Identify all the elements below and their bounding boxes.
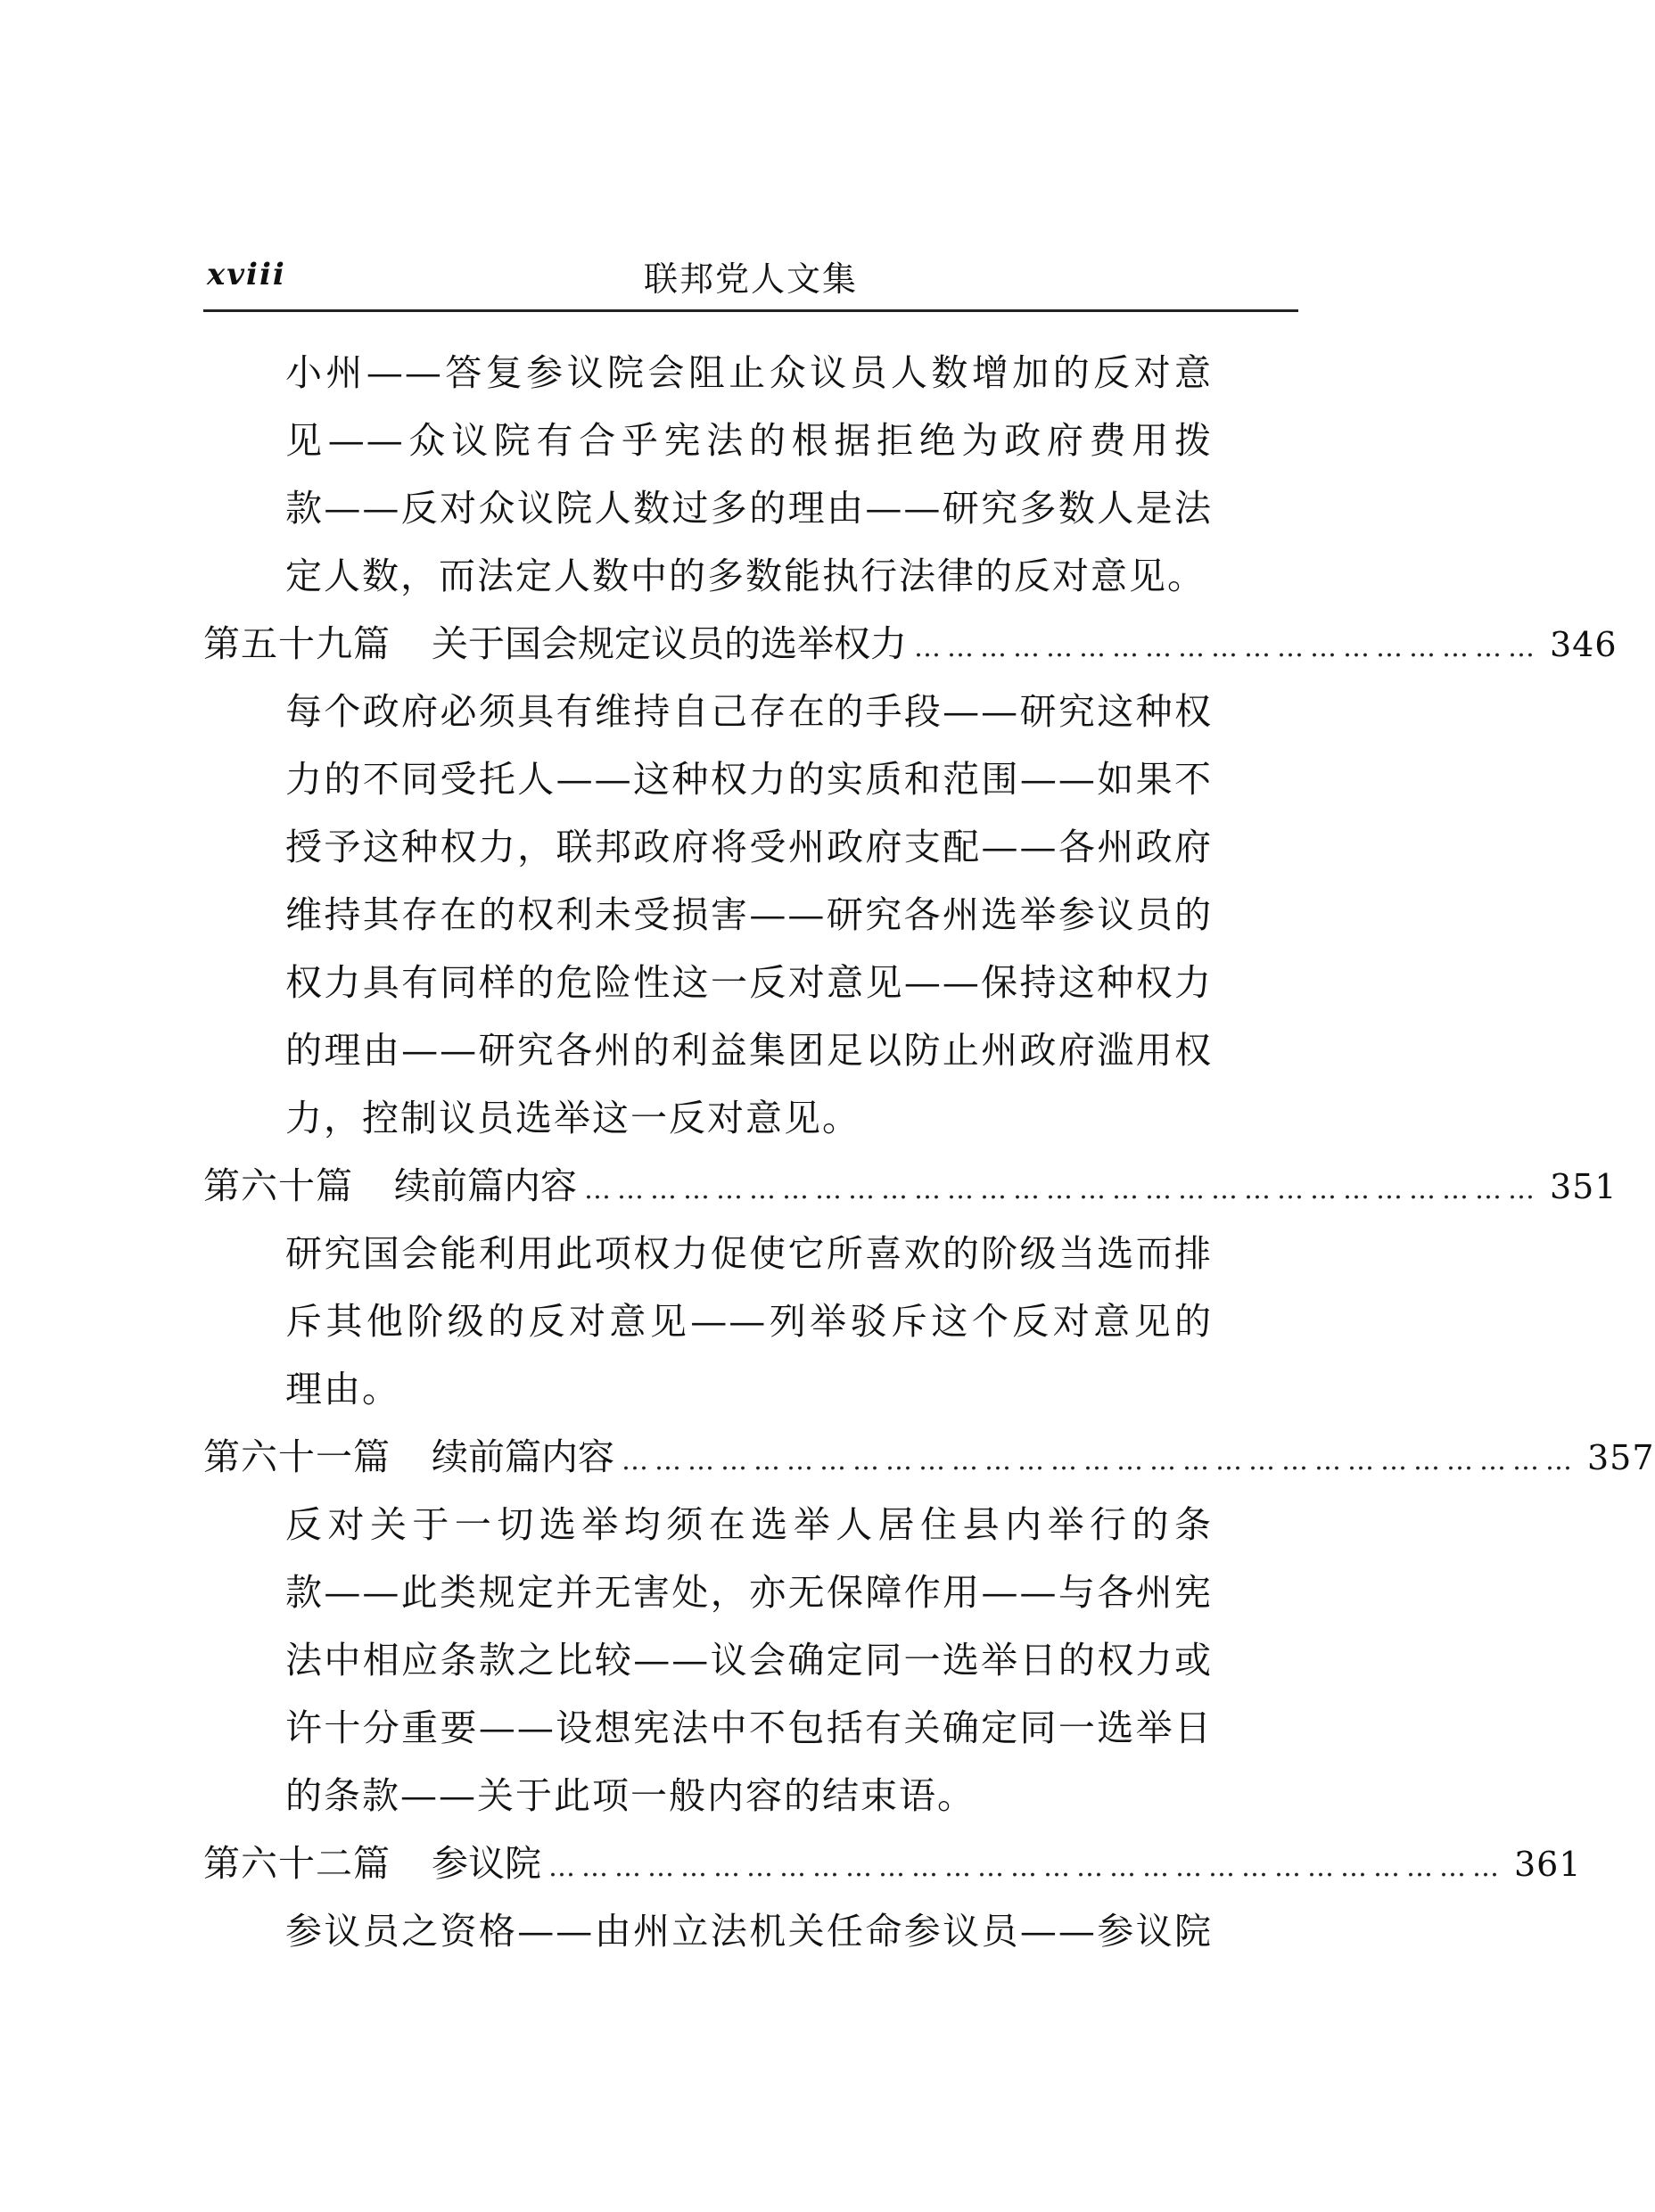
desc-line: 力的不同受托人——这种权力的实质和范围——如果不 [285,758,1213,801]
running-title: 联邦党人文集 [643,259,858,299]
entry-title: 续前篇内容 [394,1164,577,1207]
desc-line: 的条款——关于此项一般内容的结束语。 [285,1774,976,1817]
desc-line: 的理由——研究各州的利益集团足以防止州政府滥用权 [285,1029,1213,1072]
desc-line: 维持其存在的权利未受损害——研究各州选举参议员的 [285,893,1213,936]
dot-leader: …………………………………………………………………………… [584,1174,1541,1205]
desc-line: 反对关于一切选举均须在选举人居住县内举行的条 [285,1503,1213,1546]
entry-summary [285,1220,1213,1423]
lead-paragraph [285,339,1213,610]
desc-line: 参议员之资格——由州立法机关任命参议员——参议院 [285,1910,1213,1953]
entry-title: 续前篇内容 [432,1435,614,1478]
page-header [203,241,1298,312]
entry-summary [285,1491,1213,1830]
desc-line: 授予这种权力，联邦政府将受州政府支配——各州政府 [285,826,1213,868]
desc-line: 斥其他阶级的反对意见——列举驳斥这个反对意见的 [285,1300,1213,1343]
entry-page: 361 [1514,1845,1582,1884]
entry-summary [285,678,1213,1152]
desc-line: 研究国会能利用此项权力促使它所喜欢的阶级当选而排 [285,1232,1213,1275]
dot-leader: …………………………………………………………………………… [548,1852,1505,1883]
entry-number: 第五十九篇 [203,622,391,665]
toc-entry[interactable] [203,1423,1655,1491]
toc-entry[interactable] [203,610,1618,678]
desc-line: 力，控制议员选举这一反对意见。 [285,1097,860,1139]
desc-line: 每个政府必须具有维持自己存在的手段——研究这种权 [285,690,1213,733]
toc-entry[interactable] [203,1152,1618,1220]
dot-leader: …………………………………………………………………………… [622,1445,1578,1476]
entry-number: 第六十篇 [203,1164,353,1207]
entry-title: 参议院 [432,1842,541,1885]
dot-leader: ………………………………………………… [914,632,1541,663]
entry-title: 关于国会规定议员的选举权力 [432,622,907,665]
toc-entry[interactable] [203,1830,1582,1897]
desc-line: 权力具有同样的危险性这一反对意见——保持这种权力 [285,961,1213,1004]
desc-line: 款——此类规定并无害处，亦无保障作用——与各州宪 [285,1571,1213,1614]
entry-page: 351 [1550,1167,1618,1206]
desc-line: 小州——答复参议院会阻止众议员人数增加的反对意 [285,351,1213,394]
desc-line: 定人数，而法定人数中的多数能执行法律的反对意见。 [285,555,1206,597]
desc-line: 许十分重要——设想宪法中不包括有关确定同一选举日 [285,1706,1213,1749]
entry-number: 第六十一篇 [203,1435,391,1478]
entry-summary [285,1897,1213,1965]
contents-body [203,339,1655,1965]
desc-line: 理由。 [285,1368,400,1410]
desc-line: 法中相应条款之比较——议会确定同一选举日的权力或 [285,1639,1213,1682]
entry-page: 346 [1550,625,1618,664]
entry-page: 357 [1587,1438,1655,1477]
page-number: xviii [207,257,286,292]
desc-line: 款——反对众议院人数过多的理由——研究多数人是法 [285,487,1213,530]
entry-number: 第六十二篇 [203,1842,391,1885]
desc-line: 见——众议院有合乎宪法的根据拒绝为政府费用拨 [285,419,1213,462]
